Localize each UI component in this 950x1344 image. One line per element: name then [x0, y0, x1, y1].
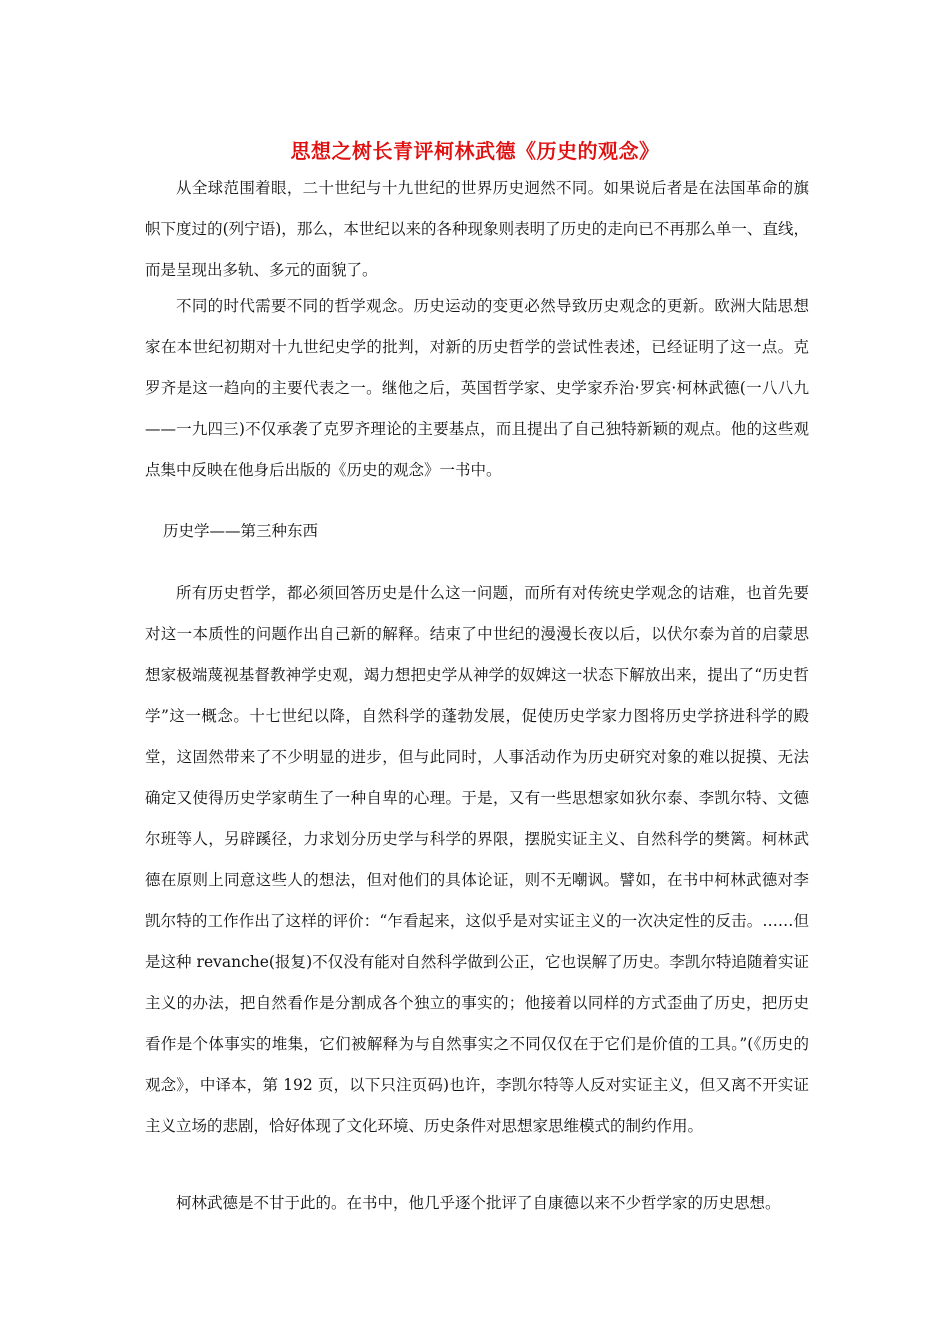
paragraph-philosophy: 不同的时代需要不同的哲学观念。历史运动的变更必然导致历史观念的更新。欧洲大陆思想家在本世纪初期对十九世纪史学的批判，对新的历史哲学的尝试性表述，已经证明了这一点。克罗齐是这一趋向的主要代表之一。继他之后，英国哲学家、史学家乔治·罗宾·柯林武德(一八八九——一九四三)不仅承袭了克罗齐理论的主要基点，而且提出了自己独特新颖的观点。他的这些观点集中反映在他身后出版的《历史的观念》一书中。: [145, 297, 809, 479]
paragraph-collingwood: 柯林武德是不甘于此的。在书中，他几乎逐个批评了自康德以来不少哲学家的历史思想。: [176, 1194, 781, 1212]
section-heading: 历史学——第三种东西: [163, 522, 319, 540]
paragraph-history-definition: 所有历史哲学，都必须回答历史是什么这一问题，而所有对传统史学观念的诘难，也首先要对这一本质性的问题作出自己新的解释。结束了中世纪的漫漫长夜以后，以伏尔泰为首的启蒙思想家极端蔑视基督教神学史观，竭力想把史学从神学的奴婢这一状态下解放出来，提出了“历史哲学”这一概念。十七世纪以降，自然科学的蓬勃发展，促使历史学家力图将历史学挤进科学的殿堂，这固然带来了不少明显的进步，但与此同时，人事活动作为历史研究对象的难以捉摸、无法确定又使得历史学家萌生了一种自卑的心理。于是，又有一些思想家如狄尔泰、李凯尔特、文德尔班等人，另辟蹊径，力求划分历史学与科学的界限，摆脱实证主义、自然科学的樊篱。柯林武德在原则上同意这些人的想法，但对他们的具体论证，则不无嘲讽。譬如，在书中柯林武德对李凯尔特的工作作出了这样的评价：“乍看起来，这似乎是对实证主义的一次决定性的反击。……但是这种 revanche(报复)不仅没有能对自然科学做到公正，它也误解了历史。李凯尔特追随着实证主义的办法，把自然看作是分割成各个独立的事实的；他接着以同样的方式歪曲了历史，把历史看作是个体事实的堆集，它们被解释为与自然事实之不同仅仅在于它们是价值的工具。”(《历史的观念》，中译本，第 192 页，以下只注页码)也许，李凯尔特等人反对实证主义，但又离不开实证主义立场的悲剧，恰好体现了文化环境、历史条件对思想家思维模式的制约作用。: [145, 584, 809, 1135]
paragraph-intro: 从全球范围着眼，二十世纪与十九世纪的世界历史迥然不同。如果说后者是在法国革命的旗帜下度过的(列宁语)，那么，本世纪以来的各种现象则表明了历史的走向已不再那么单一、直线，而是呈现出多轨、多元的面貌了。: [145, 179, 809, 279]
document-title: 思想之树长青评柯林武德《历史的观念》: [290, 139, 660, 164]
